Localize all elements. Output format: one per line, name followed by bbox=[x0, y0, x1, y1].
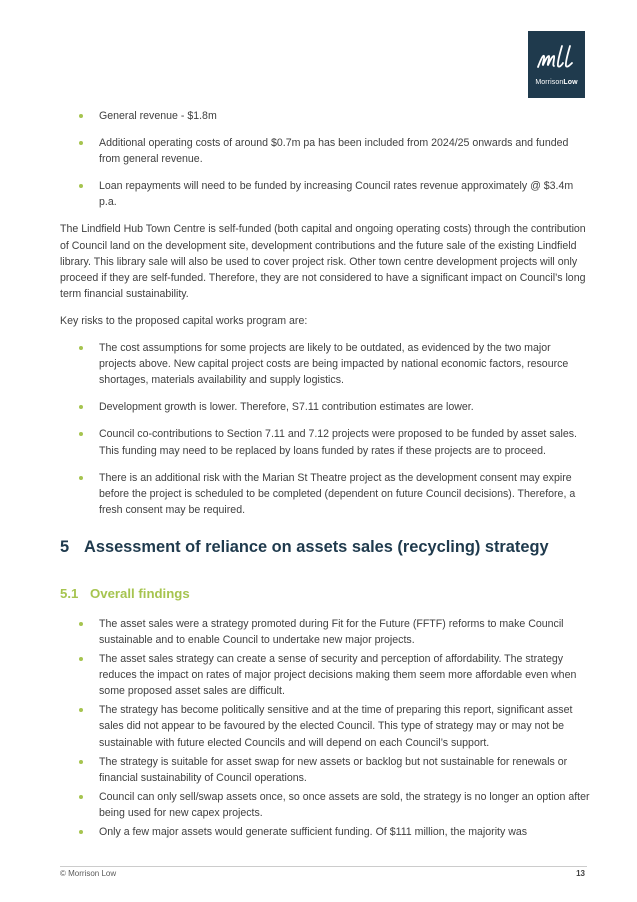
bullet-icon bbox=[79, 622, 83, 626]
bullet-icon bbox=[79, 476, 83, 480]
bullet-icon bbox=[79, 346, 83, 350]
bullet-icon bbox=[79, 405, 83, 409]
subsection-heading: 5.1 Overall findings bbox=[60, 585, 190, 601]
list-item: The cost assumptions for some projects are likely to be outdated, as evidenced by the two major projects above. New capital project costs are being impacted by national economic factors, resource shortages, materials availability and supply logistics. bbox=[60, 340, 590, 388]
bullet-list-funding bbox=[60, 108, 590, 210]
list-item: Development growth is lower. Therefore, S7.11 contribution estimates are lower. bbox=[60, 399, 590, 415]
list-item: Council co-contributions to Section 7.11 and 7.12 projects were proposed to be funded by asset sales. This funding may need to be replaced by loans funded by rates if these projects are to proceed. bbox=[60, 426, 590, 458]
bullet-icon bbox=[79, 657, 83, 661]
bullet-icon bbox=[79, 760, 83, 764]
bullet-icon bbox=[79, 795, 83, 799]
bullet-icon bbox=[79, 708, 83, 712]
bullet-icon bbox=[79, 114, 83, 118]
bullet-list-findings bbox=[60, 616, 590, 840]
page-content bbox=[60, 108, 590, 843]
list-item: General revenue - $1.8m bbox=[60, 108, 590, 124]
footer-copyright: © Morrison Low bbox=[60, 869, 117, 878]
bullet-icon bbox=[79, 141, 83, 145]
list-item: The asset sales were a strategy promoted during Fit for the Future (FFTF) reforms to make Council sustainable and to enable Council to undertake new major projects. bbox=[60, 616, 590, 648]
list-item: Council can only sell/swap assets once, so once assets are sold, the strategy is no longer an option after being used for new capex projects. bbox=[60, 789, 590, 821]
list-item: The strategy has become politically sensitive and at the time of preparing this report, significant asset sales did not appear to be favoured by the elected Council. This type of strategy may or may not be sustainable with future elected Councils and will depend on each Council’s support. bbox=[60, 702, 590, 750]
bullet-list-risks bbox=[60, 340, 590, 518]
list-item: The asset sales strategy can create a sense of security and perception of affordability. The strategy reduces the impact on rates of major project decisions making them seem more affordable even when some proposed asset sales are difficult. bbox=[60, 651, 590, 699]
ml-monogram-icon bbox=[534, 43, 579, 73]
list-item: The strategy is suitable for asset swap for new assets or backlog but not sustainable for renewals or financial sustainability of Council operations. bbox=[60, 754, 590, 786]
bullet-icon bbox=[79, 830, 83, 834]
bullet-icon bbox=[79, 432, 83, 436]
footer-divider bbox=[60, 866, 587, 867]
page-number: 13 bbox=[576, 869, 585, 878]
list-item: Loan repayments will need to be funded by increasing Council rates revenue approximately @ $3.4m p.a. bbox=[60, 178, 590, 210]
paragraph-key-risks: Key risks to the proposed capital works program are: bbox=[60, 314, 308, 327]
section-heading: 5 Assessment of reliance on assets sales (recycling) strategy bbox=[60, 537, 549, 556]
list-item: Additional operating costs of around $0.7m pa has been included from 2024/25 onwards and funded from general revenue. bbox=[60, 135, 590, 167]
list-item: There is an additional risk with the Marian St Theatre project as the development consent may expire before the project is scheduled to be completed (dependent on future Council decisions). Therefore, a fresh consent may be required. bbox=[60, 470, 590, 518]
logo-wordmark: MorrisonLow bbox=[535, 79, 578, 86]
morrison-low-logo bbox=[528, 31, 585, 98]
bullet-icon bbox=[79, 184, 83, 188]
list-item: Only a few major assets would generate sufficient funding. Of $111 million, the majority was bbox=[60, 824, 590, 840]
paragraph-lindfield: The Lindfield Hub Town Centre is self-funded (both capital and ongoing operating costs) through the contribution of Council land on the development site, development contributions and the future sale of the existing Lindfield library. This library sale will also be used to cover project risk. Other town centre development projects will only proceed if they are self-funded. Therefore, they are not considered to have a significant impact on Council’s long term financial sustainability. bbox=[60, 223, 586, 300]
